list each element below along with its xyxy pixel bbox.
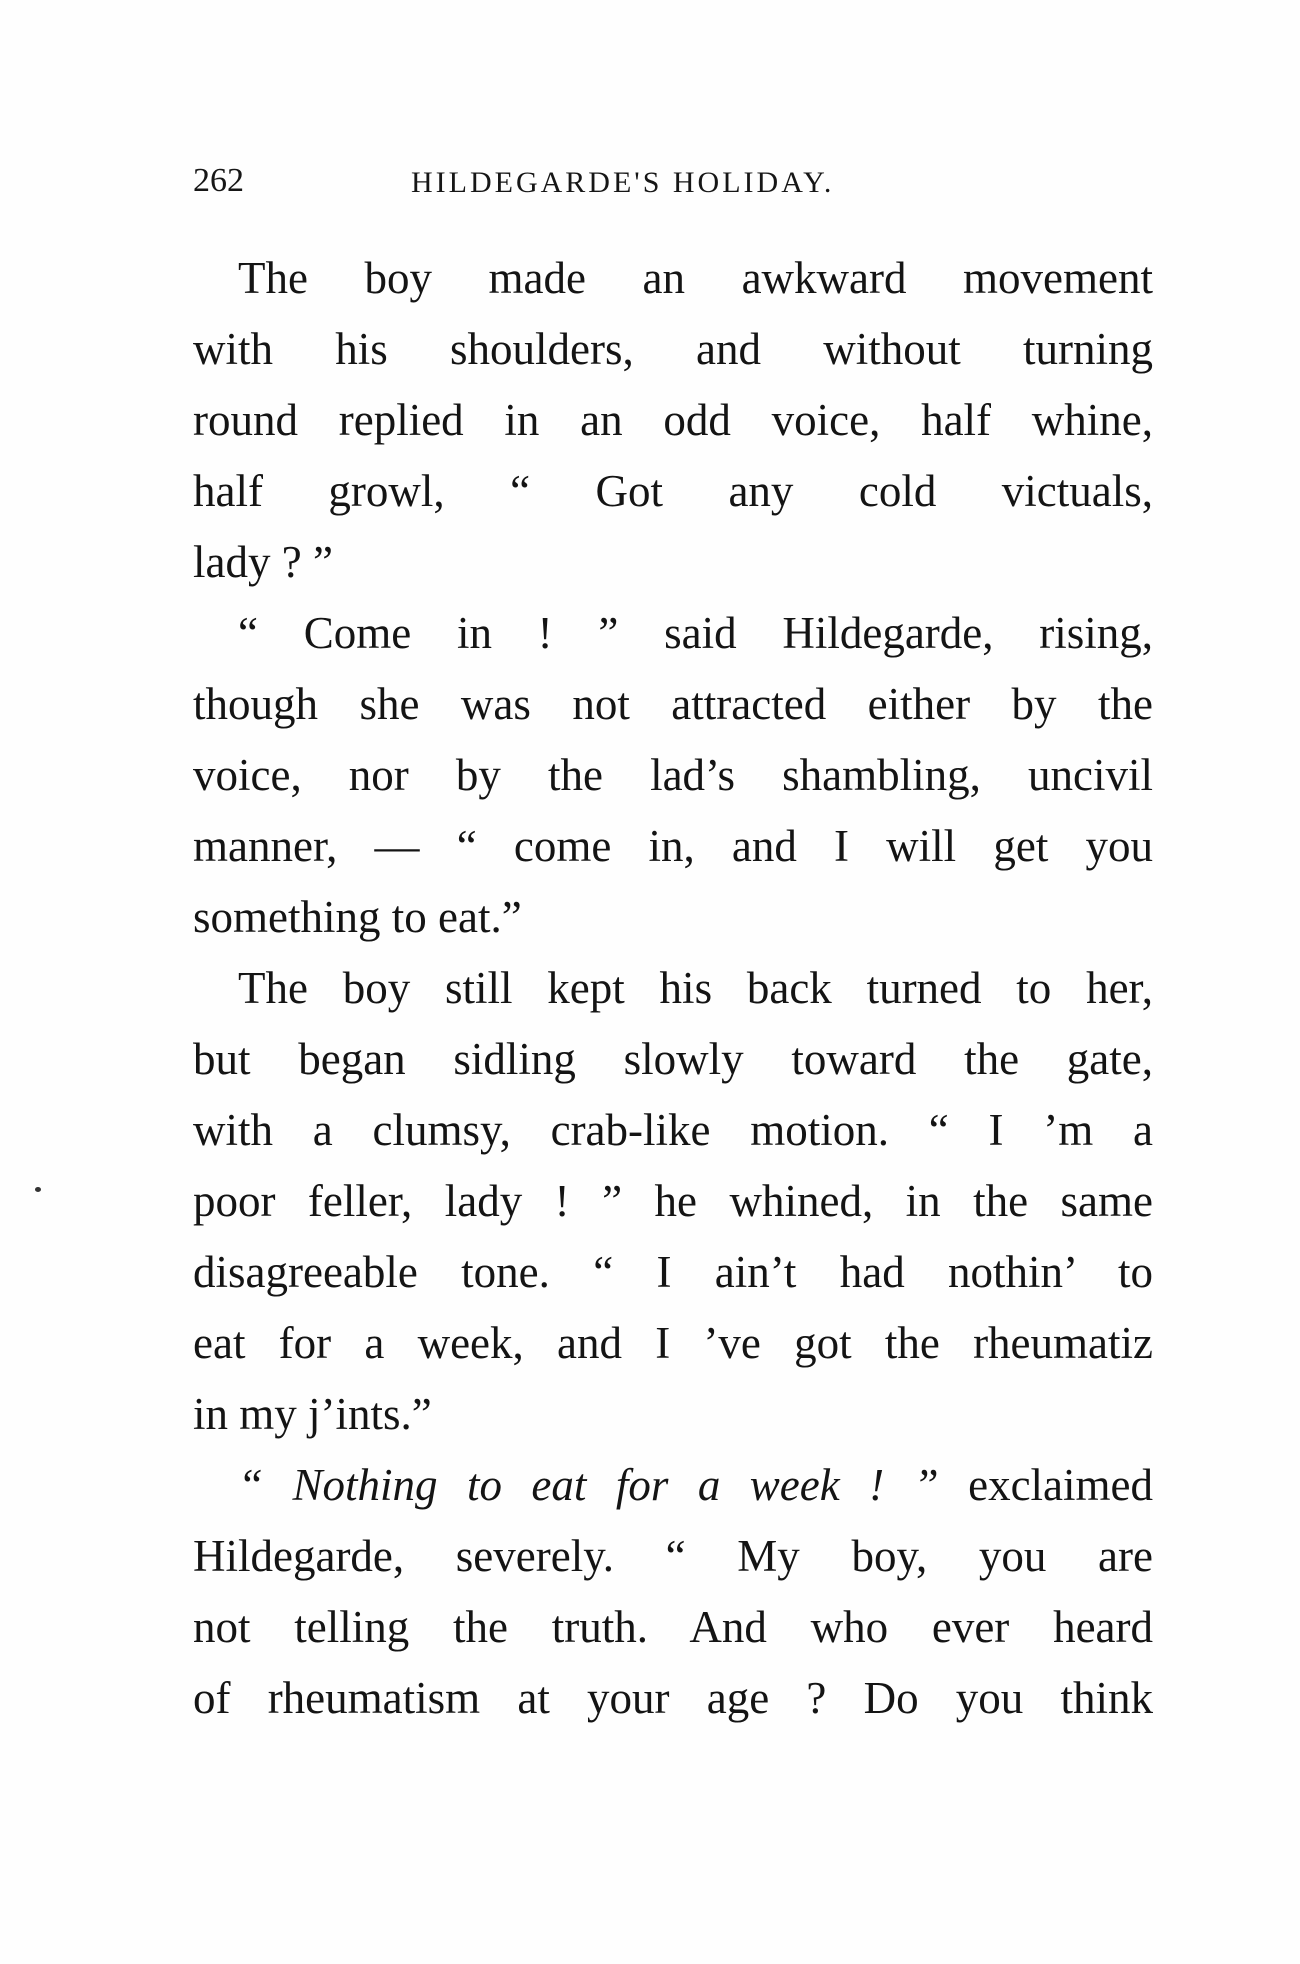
text-line: something to eat.” <box>193 892 522 942</box>
text-line: Hildegarde, severely. “ My boy, you are <box>193 1531 1153 1581</box>
text-line: of rheumatism at your age ? Do you think <box>193 1673 1153 1723</box>
text-line: in my j’ints.” <box>193 1389 432 1439</box>
text-line: lady ? ” <box>193 537 333 587</box>
body-text <box>193 243 1153 1734</box>
text-line: though she was not attracted either by the <box>193 679 1153 729</box>
text-line: with a clumsy, crab-like motion. “ I ’m a <box>193 1105 1153 1155</box>
text-line: The boy still kept his back turned to her, <box>238 963 1153 1013</box>
italic-quote: “ Nothing to eat for a week ! ” <box>238 1460 939 1510</box>
text-line: The boy made an awkward movement <box>238 253 1153 303</box>
text-line: “ Come in ! ” said Hildegarde, rising, <box>238 608 1153 658</box>
text-line: round replied in an odd voice, half whine, <box>193 395 1153 445</box>
text-line: disagreeable tone. “ I ain’t had nothin’ to <box>193 1247 1153 1297</box>
text-line: poor feller, lady ! ” he whined, in the same <box>193 1176 1153 1226</box>
text-fragment: exclaimed <box>968 1460 1153 1510</box>
text-line: manner, — “ come in, and I will get you <box>193 821 1153 871</box>
page-number: 262 <box>193 162 244 199</box>
text-line: not telling the truth. And who ever heard <box>193 1602 1153 1652</box>
text-line-mixed <box>193 1450 1153 1521</box>
running-title: HILDEGARDE'S HOLIDAY. <box>411 166 835 199</box>
print-speck <box>35 1187 41 1192</box>
text-line: voice, nor by the lad’s shambling, uncivil <box>193 750 1153 800</box>
text-line: but began sidling slowly toward the gate, <box>193 1034 1153 1084</box>
text-line: half growl, “ Got any cold victuals, <box>193 466 1153 516</box>
page-header <box>193 162 1153 210</box>
text-line: with his shoulders, and without turning <box>193 324 1153 374</box>
text-line: eat for a week, and I ’ve got the rheumatiz <box>193 1318 1153 1368</box>
